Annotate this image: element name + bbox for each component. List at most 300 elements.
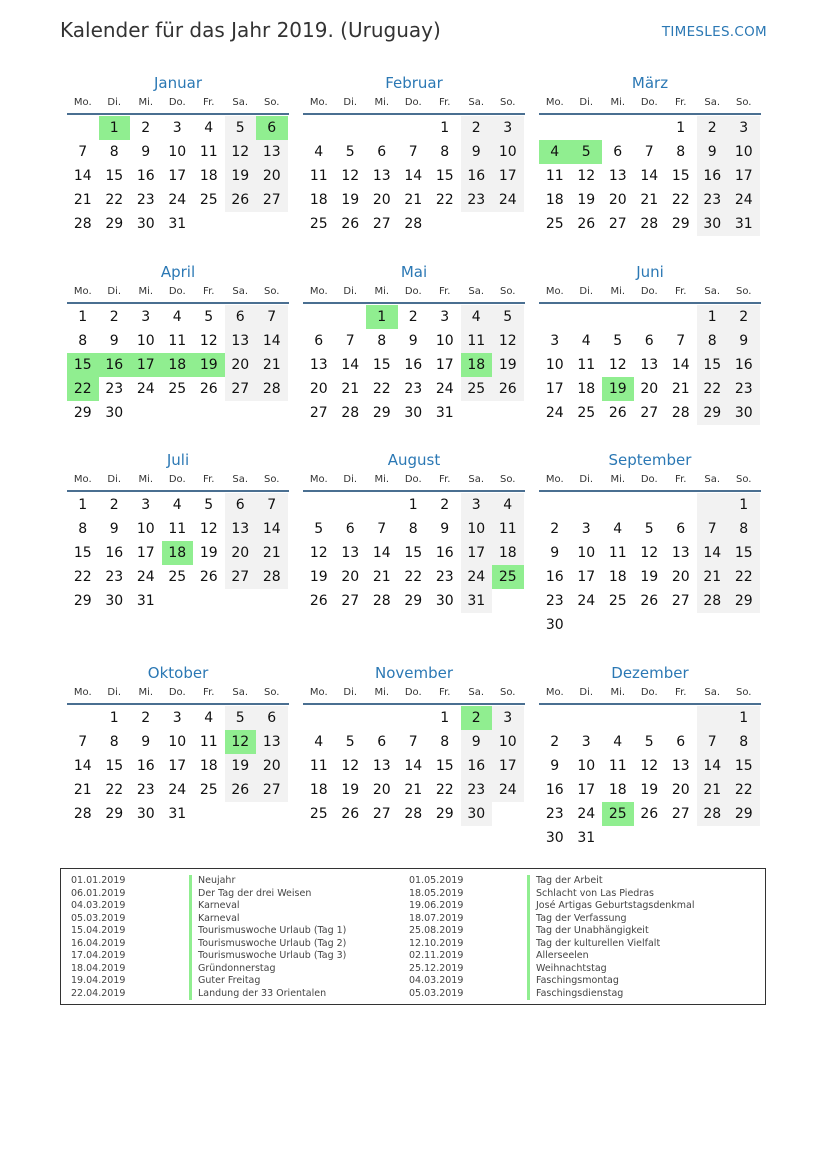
day-cell[interactable]: 16 <box>136 168 155 184</box>
day-cell[interactable]: 2 <box>697 116 729 140</box>
day-cell[interactable]: 10 <box>492 140 524 164</box>
day-cell[interactable]: 22 <box>105 192 124 208</box>
day-cell[interactable]: 28 <box>73 806 92 822</box>
day-cell[interactable]: 14 <box>73 168 92 184</box>
day-cell[interactable]: 6 <box>377 734 387 750</box>
day-cell[interactable]: 12 <box>225 140 257 164</box>
day-cell[interactable]: 7 <box>78 734 88 750</box>
holiday-day-cell[interactable]: 17 <box>130 353 162 377</box>
day-cell[interactable]: 29 <box>728 802 760 826</box>
day-cell[interactable]: 17 <box>545 381 564 397</box>
day-cell[interactable]: 7 <box>377 521 387 537</box>
day-cell[interactable]: 26 <box>608 405 627 421</box>
day-cell[interactable]: 26 <box>225 778 257 802</box>
day-cell[interactable]: 4 <box>314 144 324 160</box>
holiday-day-cell[interactable]: 4 <box>539 140 571 164</box>
day-cell[interactable]: 7 <box>408 144 418 160</box>
day-cell[interactable]: 19 <box>225 754 257 778</box>
day-cell[interactable]: 24 <box>461 565 493 589</box>
day-cell[interactable]: 9 <box>550 545 560 561</box>
day-cell[interactable]: 14 <box>73 758 92 774</box>
day-cell[interactable]: 19 <box>640 569 659 585</box>
holiday-day-cell[interactable]: 19 <box>602 377 634 401</box>
day-cell[interactable]: 18 <box>492 541 524 565</box>
day-cell[interactable]: 23 <box>461 188 493 212</box>
day-cell[interactable]: 25 <box>168 569 187 585</box>
day-cell[interactable]: 29 <box>435 806 454 822</box>
day-cell[interactable]: 20 <box>608 192 627 208</box>
day-cell[interactable]: 10 <box>168 144 187 160</box>
day-cell[interactable]: 20 <box>256 754 288 778</box>
day-cell[interactable]: 27 <box>225 377 257 401</box>
day-cell[interactable]: 24 <box>136 381 155 397</box>
day-cell[interactable]: 28 <box>671 405 690 421</box>
day-cell[interactable]: 26 <box>577 216 596 232</box>
day-cell[interactable]: 11 <box>168 521 187 537</box>
day-cell[interactable]: 26 <box>640 806 659 822</box>
day-cell[interactable]: 17 <box>577 782 596 798</box>
day-cell[interactable]: 25 <box>577 405 596 421</box>
day-cell[interactable]: 23 <box>136 782 155 798</box>
day-cell[interactable]: 5 <box>204 497 214 513</box>
day-cell[interactable]: 1 <box>440 710 450 726</box>
day-cell[interactable]: 13 <box>256 140 288 164</box>
day-cell[interactable]: 13 <box>341 545 360 561</box>
day-cell[interactable]: 26 <box>225 188 257 212</box>
day-cell[interactable]: 9 <box>440 521 450 537</box>
day-cell[interactable]: 2 <box>440 497 450 513</box>
day-cell[interactable]: 9 <box>141 144 151 160</box>
day-cell[interactable]: 29 <box>372 405 391 421</box>
day-cell[interactable]: 23 <box>545 593 564 609</box>
day-cell[interactable]: 9 <box>141 734 151 750</box>
day-cell[interactable]: 14 <box>256 329 288 353</box>
day-cell[interactable]: 28 <box>697 589 729 613</box>
day-cell[interactable]: 24 <box>168 192 187 208</box>
day-cell[interactable]: 19 <box>199 545 218 561</box>
day-cell[interactable]: 11 <box>545 168 564 184</box>
day-cell[interactable]: 15 <box>435 758 454 774</box>
day-cell[interactable]: 14 <box>404 758 423 774</box>
day-cell[interactable]: 11 <box>492 517 524 541</box>
site-logo[interactable]: TIMESLES.COM <box>661 24 767 40</box>
day-cell[interactable]: 20 <box>309 381 328 397</box>
day-cell[interactable]: 1 <box>697 305 729 329</box>
day-cell[interactable]: 23 <box>461 778 493 802</box>
day-cell[interactable]: 11 <box>199 144 218 160</box>
day-cell[interactable]: 16 <box>435 545 454 561</box>
day-cell[interactable]: 1 <box>440 120 450 136</box>
day-cell[interactable]: 22 <box>105 782 124 798</box>
day-cell[interactable]: 20 <box>372 782 391 798</box>
day-cell[interactable]: 21 <box>256 541 288 565</box>
day-cell[interactable]: 4 <box>172 309 182 325</box>
day-cell[interactable]: 27 <box>671 593 690 609</box>
day-cell[interactable]: 28 <box>404 806 423 822</box>
day-cell[interactable]: 9 <box>461 730 493 754</box>
day-cell[interactable]: 12 <box>492 329 524 353</box>
holiday-day-cell[interactable]: 15 <box>67 353 99 377</box>
day-cell[interactable]: 17 <box>577 569 596 585</box>
day-cell[interactable]: 3 <box>440 309 450 325</box>
day-cell[interactable]: 21 <box>404 782 423 798</box>
day-cell[interactable]: 6 <box>225 493 257 517</box>
day-cell[interactable]: 10 <box>545 357 564 373</box>
day-cell[interactable]: 6 <box>676 521 686 537</box>
day-cell[interactable]: 7 <box>256 493 288 517</box>
day-cell[interactable]: 22 <box>728 778 760 802</box>
day-cell[interactable]: 22 <box>671 192 690 208</box>
holiday-day-cell[interactable]: 22 <box>67 377 99 401</box>
day-cell[interactable]: 26 <box>199 569 218 585</box>
day-cell[interactable]: 29 <box>404 593 423 609</box>
day-cell[interactable]: 1 <box>78 497 88 513</box>
day-cell[interactable]: 30 <box>136 216 155 232</box>
day-cell[interactable]: 30 <box>461 802 493 826</box>
day-cell[interactable]: 5 <box>314 521 324 537</box>
day-cell[interactable]: 10 <box>577 758 596 774</box>
day-cell[interactable]: 17 <box>168 168 187 184</box>
day-cell[interactable]: 30 <box>105 405 124 421</box>
day-cell[interactable]: 4 <box>613 734 623 750</box>
holiday-day-cell[interactable]: 1 <box>99 116 131 140</box>
day-cell[interactable]: 21 <box>404 192 423 208</box>
day-cell[interactable]: 1 <box>676 120 686 136</box>
day-cell[interactable]: 13 <box>372 758 391 774</box>
day-cell[interactable]: 21 <box>341 381 360 397</box>
day-cell[interactable]: 12 <box>199 333 218 349</box>
day-cell[interactable]: 21 <box>671 381 690 397</box>
day-cell[interactable]: 14 <box>256 517 288 541</box>
day-cell[interactable]: 8 <box>676 144 686 160</box>
day-cell[interactable]: 20 <box>256 164 288 188</box>
holiday-day-cell[interactable]: 12 <box>225 730 257 754</box>
day-cell[interactable]: 14 <box>404 168 423 184</box>
day-cell[interactable]: 13 <box>256 730 288 754</box>
day-cell[interactable]: 24 <box>728 188 760 212</box>
day-cell[interactable]: 17 <box>136 545 155 561</box>
day-cell[interactable]: 19 <box>309 569 328 585</box>
day-cell[interactable]: 8 <box>440 734 450 750</box>
day-cell[interactable]: 25 <box>545 216 564 232</box>
day-cell[interactable]: 15 <box>105 758 124 774</box>
day-cell[interactable]: 8 <box>728 517 760 541</box>
day-cell[interactable]: 29 <box>728 589 760 613</box>
day-cell[interactable]: 24 <box>168 782 187 798</box>
day-cell[interactable]: 18 <box>608 782 627 798</box>
day-cell[interactable]: 11 <box>309 168 328 184</box>
day-cell[interactable]: 30 <box>545 617 564 633</box>
day-cell[interactable]: 20 <box>640 381 659 397</box>
day-cell[interactable]: 2 <box>728 305 760 329</box>
day-cell[interactable]: 2 <box>141 710 151 726</box>
day-cell[interactable]: 25 <box>199 192 218 208</box>
day-cell[interactable]: 24 <box>577 593 596 609</box>
day-cell[interactable]: 29 <box>105 806 124 822</box>
day-cell[interactable]: 3 <box>492 116 524 140</box>
day-cell[interactable]: 28 <box>341 405 360 421</box>
day-cell[interactable]: 8 <box>440 144 450 160</box>
day-cell[interactable]: 20 <box>671 782 690 798</box>
day-cell[interactable]: 28 <box>372 593 391 609</box>
day-cell[interactable]: 20 <box>341 569 360 585</box>
holiday-day-cell[interactable]: 25 <box>602 802 634 826</box>
holiday-day-cell[interactable]: 18 <box>461 353 493 377</box>
day-cell[interactable]: 10 <box>728 140 760 164</box>
day-cell[interactable]: 2 <box>109 497 119 513</box>
day-cell[interactable]: 13 <box>671 758 690 774</box>
day-cell[interactable]: 29 <box>73 405 92 421</box>
day-cell[interactable]: 17 <box>728 164 760 188</box>
day-cell[interactable]: 18 <box>309 782 328 798</box>
day-cell[interactable]: 1 <box>728 706 760 730</box>
day-cell[interactable]: 26 <box>640 593 659 609</box>
day-cell[interactable]: 23 <box>136 192 155 208</box>
day-cell[interactable]: 11 <box>199 734 218 750</box>
day-cell[interactable]: 3 <box>461 493 493 517</box>
day-cell[interactable]: 7 <box>78 144 88 160</box>
day-cell[interactable]: 12 <box>577 168 596 184</box>
day-cell[interactable]: 24 <box>492 778 524 802</box>
day-cell[interactable]: 22 <box>372 381 391 397</box>
day-cell[interactable]: 19 <box>492 353 524 377</box>
day-cell[interactable]: 6 <box>225 305 257 329</box>
day-cell[interactable]: 11 <box>309 758 328 774</box>
day-cell[interactable]: 10 <box>136 521 155 537</box>
day-cell[interactable]: 17 <box>435 357 454 373</box>
day-cell[interactable]: 23 <box>435 569 454 585</box>
holiday-day-cell[interactable]: 6 <box>256 116 288 140</box>
day-cell[interactable]: 9 <box>550 758 560 774</box>
day-cell[interactable]: 26 <box>199 381 218 397</box>
day-cell[interactable]: 7 <box>256 305 288 329</box>
day-cell[interactable]: 3 <box>172 710 182 726</box>
day-cell[interactable]: 7 <box>644 144 654 160</box>
day-cell[interactable]: 15 <box>372 357 391 373</box>
day-cell[interactable]: 23 <box>545 806 564 822</box>
day-cell[interactable]: 22 <box>435 782 454 798</box>
day-cell[interactable]: 8 <box>697 329 729 353</box>
day-cell[interactable]: 15 <box>671 168 690 184</box>
day-cell[interactable]: 3 <box>550 333 560 349</box>
day-cell[interactable]: 30 <box>404 405 423 421</box>
day-cell[interactable]: 19 <box>640 782 659 798</box>
day-cell[interactable]: 30 <box>545 830 564 846</box>
day-cell[interactable]: 12 <box>309 545 328 561</box>
day-cell[interactable]: 28 <box>73 216 92 232</box>
day-cell[interactable]: 21 <box>697 778 729 802</box>
day-cell[interactable]: 5 <box>644 734 654 750</box>
day-cell[interactable]: 16 <box>545 569 564 585</box>
day-cell[interactable]: 9 <box>697 140 729 164</box>
day-cell[interactable]: 13 <box>225 517 257 541</box>
day-cell[interactable]: 28 <box>640 216 659 232</box>
day-cell[interactable]: 5 <box>613 333 623 349</box>
day-cell[interactable]: 14 <box>341 357 360 373</box>
day-cell[interactable]: 17 <box>168 758 187 774</box>
day-cell[interactable]: 13 <box>608 168 627 184</box>
day-cell[interactable]: 16 <box>404 357 423 373</box>
day-cell[interactable]: 30 <box>435 593 454 609</box>
day-cell[interactable]: 14 <box>372 545 391 561</box>
day-cell[interactable]: 8 <box>408 521 418 537</box>
day-cell[interactable]: 26 <box>492 377 524 401</box>
day-cell[interactable]: 2 <box>109 309 119 325</box>
day-cell[interactable]: 5 <box>204 309 214 325</box>
day-cell[interactable]: 10 <box>435 333 454 349</box>
day-cell[interactable]: 3 <box>141 497 151 513</box>
day-cell[interactable]: 6 <box>314 333 324 349</box>
day-cell[interactable]: 18 <box>309 192 328 208</box>
day-cell[interactable]: 25 <box>309 216 328 232</box>
day-cell[interactable]: 25 <box>168 381 187 397</box>
day-cell[interactable]: 10 <box>168 734 187 750</box>
day-cell[interactable]: 4 <box>581 333 591 349</box>
day-cell[interactable]: 20 <box>671 569 690 585</box>
day-cell[interactable]: 21 <box>697 565 729 589</box>
day-cell[interactable]: 27 <box>225 565 257 589</box>
day-cell[interactable]: 12 <box>640 545 659 561</box>
day-cell[interactable]: 25 <box>309 806 328 822</box>
day-cell[interactable]: 27 <box>372 806 391 822</box>
day-cell[interactable]: 22 <box>435 192 454 208</box>
day-cell[interactable]: 22 <box>73 569 92 585</box>
day-cell[interactable]: 27 <box>256 188 288 212</box>
day-cell[interactable]: 5 <box>644 521 654 537</box>
day-cell[interactable]: 14 <box>697 541 729 565</box>
holiday-day-cell[interactable]: 2 <box>461 706 493 730</box>
day-cell[interactable]: 8 <box>109 734 119 750</box>
day-cell[interactable]: 16 <box>461 754 493 778</box>
day-cell[interactable]: 9 <box>461 140 493 164</box>
day-cell[interactable]: 19 <box>577 192 596 208</box>
day-cell[interactable]: 4 <box>613 521 623 537</box>
day-cell[interactable]: 31 <box>461 589 493 613</box>
day-cell[interactable]: 18 <box>545 192 564 208</box>
day-cell[interactable]: 13 <box>225 329 257 353</box>
day-cell[interactable]: 24 <box>492 188 524 212</box>
day-cell[interactable]: 30 <box>136 806 155 822</box>
day-cell[interactable]: 15 <box>435 168 454 184</box>
day-cell[interactable]: 14 <box>640 168 659 184</box>
day-cell[interactable]: 30 <box>697 212 729 236</box>
day-cell[interactable]: 4 <box>314 734 324 750</box>
day-cell[interactable]: 4 <box>172 497 182 513</box>
day-cell[interactable]: 12 <box>640 758 659 774</box>
day-cell[interactable]: 2 <box>141 120 151 136</box>
day-cell[interactable]: 8 <box>109 144 119 160</box>
day-cell[interactable]: 17 <box>461 541 493 565</box>
day-cell[interactable]: 26 <box>341 216 360 232</box>
day-cell[interactable]: 11 <box>577 357 596 373</box>
day-cell[interactable]: 7 <box>676 333 686 349</box>
day-cell[interactable]: 22 <box>404 569 423 585</box>
day-cell[interactable]: 15 <box>697 353 729 377</box>
day-cell[interactable]: 27 <box>608 216 627 232</box>
day-cell[interactable]: 11 <box>461 329 493 353</box>
day-cell[interactable]: 16 <box>461 164 493 188</box>
day-cell[interactable]: 9 <box>408 333 418 349</box>
holiday-day-cell[interactable]: 19 <box>193 353 225 377</box>
day-cell[interactable]: 21 <box>372 569 391 585</box>
day-cell[interactable]: 27 <box>309 405 328 421</box>
day-cell[interactable]: 13 <box>671 545 690 561</box>
day-cell[interactable]: 4 <box>204 710 214 726</box>
day-cell[interactable]: 6 <box>256 706 288 730</box>
day-cell[interactable]: 29 <box>697 401 729 425</box>
day-cell[interactable]: 31 <box>168 806 187 822</box>
day-cell[interactable]: 3 <box>581 734 591 750</box>
holiday-day-cell[interactable]: 18 <box>162 541 194 565</box>
day-cell[interactable]: 3 <box>141 309 151 325</box>
day-cell[interactable]: 23 <box>105 569 124 585</box>
day-cell[interactable]: 27 <box>671 806 690 822</box>
day-cell[interactable]: 29 <box>671 216 690 232</box>
day-cell[interactable]: 5 <box>492 305 524 329</box>
day-cell[interactable]: 2 <box>550 521 560 537</box>
day-cell[interactable]: 29 <box>73 593 92 609</box>
day-cell[interactable]: 23 <box>105 381 124 397</box>
day-cell[interactable]: 13 <box>309 357 328 373</box>
day-cell[interactable]: 11 <box>608 545 627 561</box>
day-cell[interactable]: 7 <box>697 517 729 541</box>
day-cell[interactable]: 16 <box>545 782 564 798</box>
day-cell[interactable]: 28 <box>404 216 423 232</box>
day-cell[interactable]: 2 <box>461 116 493 140</box>
day-cell[interactable]: 3 <box>172 120 182 136</box>
day-cell[interactable]: 8 <box>728 730 760 754</box>
day-cell[interactable]: 10 <box>577 545 596 561</box>
day-cell[interactable]: 17 <box>492 164 524 188</box>
day-cell[interactable]: 13 <box>640 357 659 373</box>
day-cell[interactable]: 15 <box>728 541 760 565</box>
day-cell[interactable]: 27 <box>341 593 360 609</box>
day-cell[interactable]: 15 <box>728 754 760 778</box>
day-cell[interactable]: 21 <box>640 192 659 208</box>
day-cell[interactable]: 7 <box>697 730 729 754</box>
day-cell[interactable]: 7 <box>345 333 355 349</box>
day-cell[interactable]: 19 <box>341 192 360 208</box>
day-cell[interactable]: 3 <box>492 706 524 730</box>
holiday-day-cell[interactable]: 25 <box>492 565 524 589</box>
day-cell[interactable]: 6 <box>377 144 387 160</box>
day-cell[interactable]: 25 <box>199 782 218 798</box>
day-cell[interactable]: 22 <box>697 377 729 401</box>
day-cell[interactable]: 26 <box>341 806 360 822</box>
day-cell[interactable]: 6 <box>613 144 623 160</box>
day-cell[interactable]: 1 <box>109 710 119 726</box>
day-cell[interactable]: 27 <box>640 405 659 421</box>
holiday-day-cell[interactable]: 18 <box>162 353 194 377</box>
day-cell[interactable]: 28 <box>256 377 288 401</box>
day-cell[interactable]: 1 <box>408 497 418 513</box>
day-cell[interactable]: 27 <box>256 778 288 802</box>
day-cell[interactable]: 16 <box>105 545 124 561</box>
day-cell[interactable]: 2 <box>408 309 418 325</box>
day-cell[interactable]: 3 <box>728 116 760 140</box>
day-cell[interactable]: 20 <box>225 541 257 565</box>
day-cell[interactable]: 24 <box>435 381 454 397</box>
day-cell[interactable]: 5 <box>345 144 355 160</box>
day-cell[interactable]: 4 <box>492 493 524 517</box>
day-cell[interactable]: 5 <box>225 116 257 140</box>
day-cell[interactable]: 5 <box>225 706 257 730</box>
day-cell[interactable]: 25 <box>608 593 627 609</box>
day-cell[interactable]: 24 <box>136 569 155 585</box>
day-cell[interactable]: 2 <box>550 734 560 750</box>
day-cell[interactable]: 16 <box>697 164 729 188</box>
day-cell[interactable]: 11 <box>168 333 187 349</box>
